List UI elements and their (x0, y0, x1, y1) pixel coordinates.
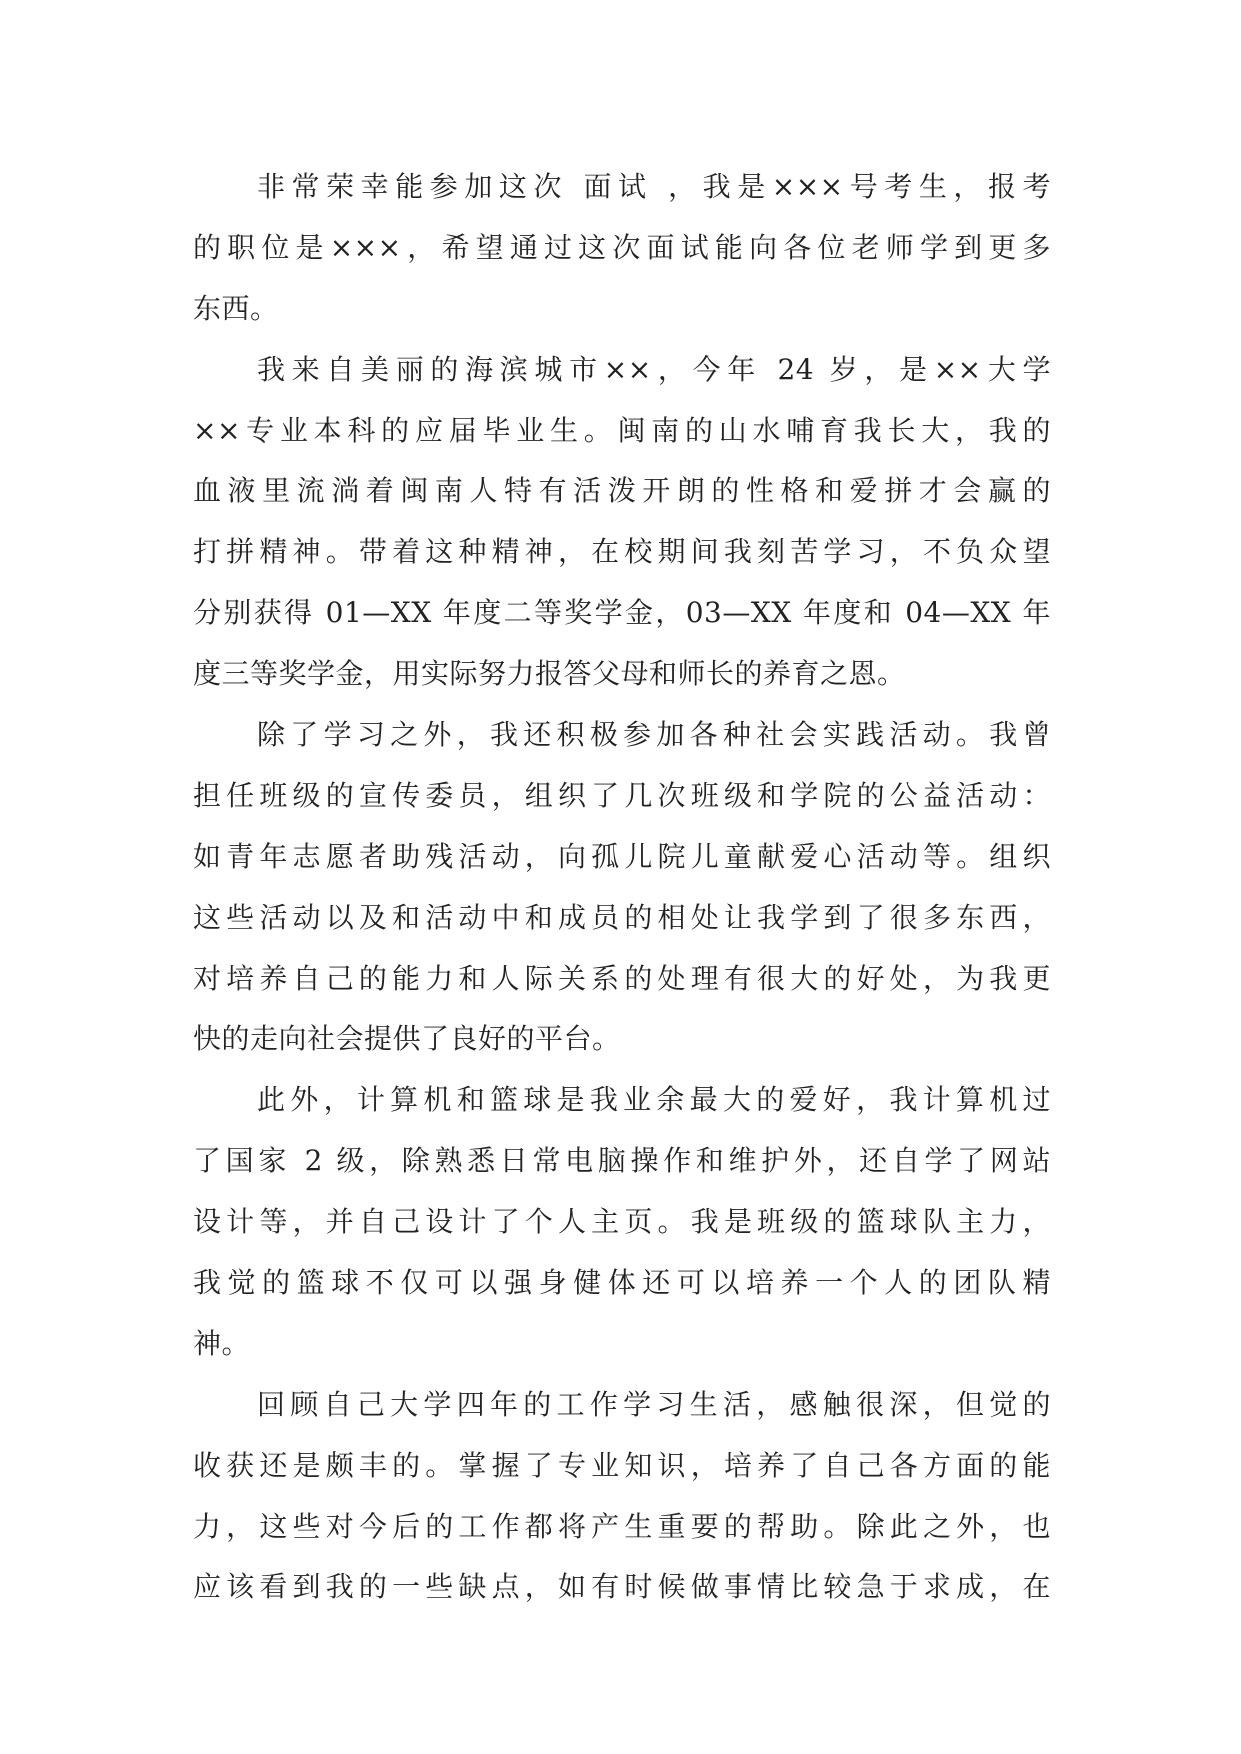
text-line: 此外，计算机和篮球是我业余最大的爱好，我计算机过 (257, 1083, 1051, 1117)
text-line: 东西。 (193, 291, 279, 325)
text-line: 神。 (193, 1326, 251, 1360)
text-line: 快的走向社会提供了良好的平台。 (193, 1022, 621, 1056)
text-line: 分别获得 01—XX 年度二等奖学金，03—XX 年度和 04—XX 年 (193, 596, 1051, 630)
text-line: 我觉的篮球不仅可以强身健体还可以培养一个人的团队精 (193, 1266, 1051, 1300)
document-body (193, 157, 1051, 1618)
text-line: 血液里流淌着闽南人特有活泼开朗的性格和爱拼才会赢的 (193, 474, 1051, 508)
paragraph-4 (193, 1070, 1051, 1374)
text-line: 设计等，并自己设计了个人主页。我是班级的篮球队主力， (193, 1205, 1051, 1239)
text-line: 担任班级的宣传委员，组织了几次班级和学院的公益活动： (193, 778, 1051, 812)
text-line: ××专业本科的应届毕业生。闽南的山水哺育我长大，我的 (193, 413, 1051, 447)
paragraph-2 (193, 340, 1051, 705)
text-line: 这些活动以及和活动中和成员的相处让我学到了很多东西， (193, 900, 1051, 934)
text-line: 度三等奖学金，用实际努力报答父母和师长的养育之恩。 (193, 657, 906, 691)
text-line: 的职位是×××，希望通过这次面试能向各位老师学到更多 (193, 230, 1051, 264)
text-line: 除了学习之外，我还积极参加各种社会实践活动。我曾 (257, 718, 1051, 752)
text-line: 对培养自己的能力和人际关系的处理有很大的好处，为我更 (193, 961, 1051, 995)
paragraph-3 (193, 705, 1051, 1070)
text-line: 打拼精神。带着这种精神，在校期间我刻苦学习，不负众望 (193, 535, 1051, 569)
text-line: 非常荣幸能参加这次 面试 ，我是×××号考生，报考 (257, 170, 1051, 203)
text-line: 如青年志愿者助残活动，向孤儿院儿童献爱心活动等。组织 (193, 839, 1051, 873)
paragraph-5 (193, 1375, 1051, 1619)
text-line: 力，这些对今后的工作都将产生重要的帮助。除此之外，也 (193, 1509, 1051, 1543)
text-line: 我来自美丽的海滨城市××，今年 24 岁，是××大学 (257, 352, 1051, 386)
text-line: 回顾自己大学四年的工作学习生活，感触很深，但觉的 (257, 1387, 1051, 1421)
text-line: 应该看到我的一些缺点，如有时候做事情比较急于求成，在 (193, 1570, 1051, 1604)
text-line: 了国家 2 级，除熟悉日常电脑操作和维护外，还自学了网站 (193, 1144, 1051, 1178)
text-line: 收获还是颇丰的。掌握了专业知识，培养了自己各方面的能 (193, 1448, 1051, 1482)
paragraph-1 (193, 157, 1051, 340)
